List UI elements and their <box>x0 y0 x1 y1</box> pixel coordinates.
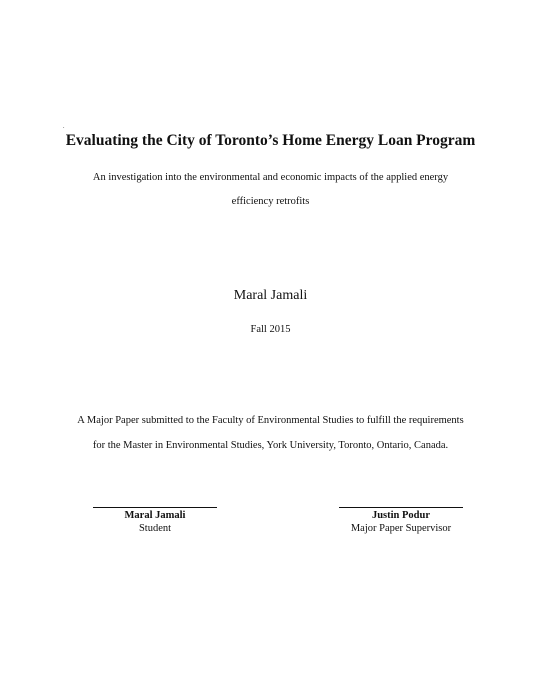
subtitle-line-1: An investigation into the environmental and economic impacts of the applied energy <box>92 172 449 183</box>
document-title: Evaluating the City of Toronto’s Home Energy Loan Program <box>65 132 476 149</box>
subtitle-line-2: efficiency retrofits <box>231 196 310 207</box>
stray-mark: . <box>63 124 65 130</box>
submission-statement-line-1: A Major Paper submitted to the Faculty of Environmental Studies to fulfill the requirements <box>77 415 464 426</box>
signatory-role: Student <box>138 523 172 534</box>
author-name: Maral Jamali <box>233 288 308 303</box>
term-date: Fall 2015 <box>250 324 291 335</box>
signatory-name: Justin Podur <box>371 510 431 521</box>
signatory-role: Major Paper Supervisor <box>350 523 452 534</box>
signature-block-student <box>80 503 230 535</box>
signatory-name: Maral Jamali <box>124 510 186 521</box>
signature-line <box>339 503 463 508</box>
submission-statement-line-2: for the Master in Environmental Studies, York University, Toronto, Ontario, Canada. <box>92 440 449 451</box>
signature-line <box>93 503 217 508</box>
signature-block-supervisor <box>326 503 476 535</box>
